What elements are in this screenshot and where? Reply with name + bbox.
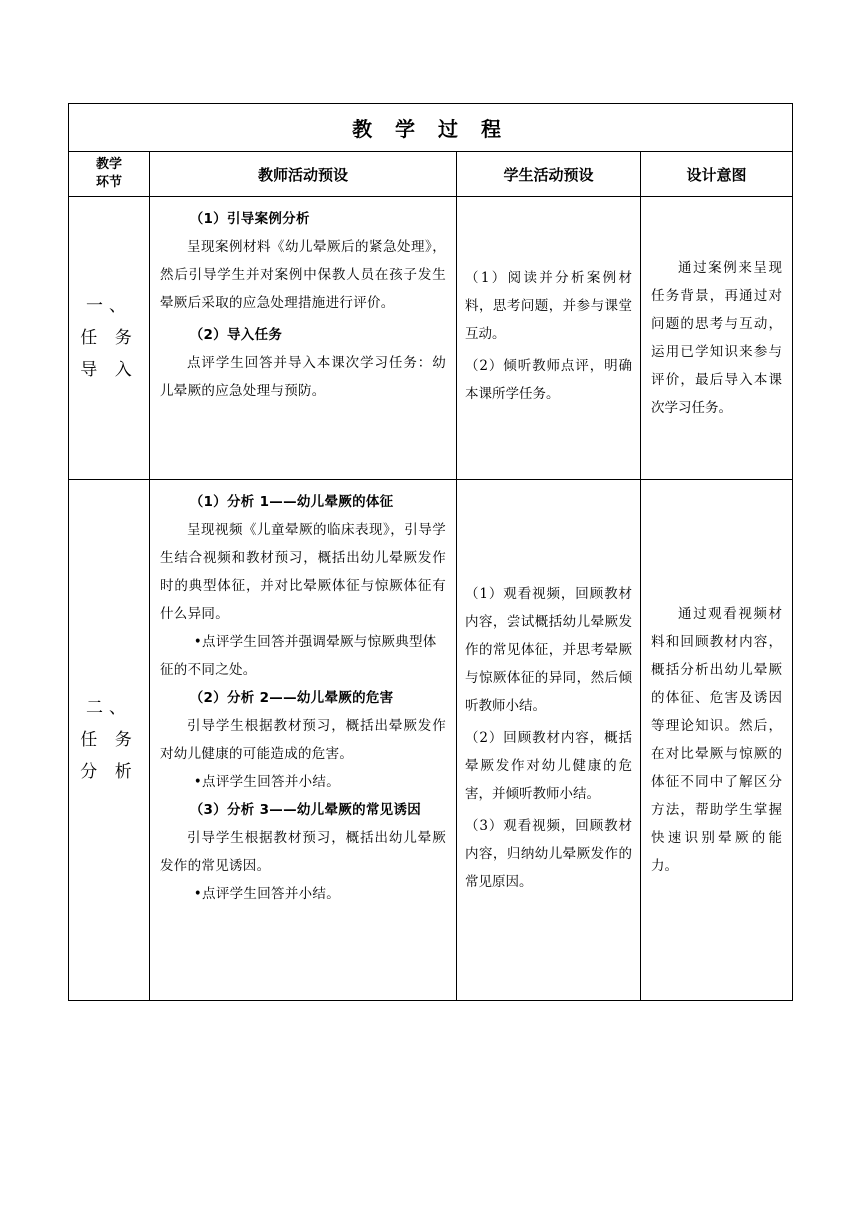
design-intent-cell — [641, 197, 793, 480]
header-stage-line2: 环节 — [95, 175, 122, 190]
student-activity-cell — [457, 197, 641, 480]
teacher-subheading: （3）分析 3——幼儿晕厥的常见诱因 — [189, 802, 422, 818]
stage-title-line2: 分 析 — [80, 762, 138, 782]
design-intent-text: 通过观看视频材料和回顾教材内容，概括分析出幼儿晕厥的体征、危害及诱因等理论知识。然后，在对比晕厥与惊厥的体征不同中了解区分方法，帮助学生掌握快速识别晕厥的能力。 — [651, 606, 783, 874]
design-intent-text: 通过案例来呈现任务背景，再通过对问题的思考与互动，运用已学知识来参与评价，最后导入本课次学习任务。 — [651, 260, 783, 416]
table-title: 教 学 过 程 — [69, 104, 793, 152]
stage-title-line2: 导 入 — [80, 360, 138, 380]
header-stage — [69, 152, 150, 197]
stage-title-line1: 任 务 — [80, 730, 138, 750]
teacher-bullet: •点评学生回答并小结。 — [193, 774, 341, 790]
teacher-subheading: （1）分析 1——幼儿晕厥的体征 — [189, 494, 394, 510]
student-paragraph: （1）阅读并分析案例材料，思考问题，并参与课堂互动。 — [465, 270, 632, 342]
teacher-paragraph: 呈现案例材料《幼儿晕厥后的紧急处理》，然后引导学生并对案例中保教人员在孩子发生晕厥后采取的应急处理措施进行评价。 — [160, 239, 446, 311]
teacher-activity-cell — [150, 480, 457, 1001]
stage-number: 一、 — [86, 296, 132, 316]
header-intent: 设计意图 — [641, 152, 793, 197]
stage-cell — [69, 197, 150, 480]
teacher-paragraph: 点评学生回答并导入本课次学习任务：幼儿晕厥的应急处理与预防。 — [160, 355, 446, 399]
student-paragraph: （3）观看视频，回顾教材内容，归纳幼儿晕厥发作的常见原因。 — [465, 818, 632, 890]
teacher-subheading: （2）导入任务 — [189, 327, 283, 343]
teacher-paragraph: 引导学生根据教材预习，概括出晕厥发作对幼儿健康的可能造成的危害。 — [160, 718, 446, 762]
teacher-bullet: •点评学生回答并强调晕厥与惊厥典型体征的不同之处。 — [160, 634, 437, 678]
stage-title-line1: 任 务 — [80, 328, 138, 348]
teacher-activity-cell — [150, 197, 457, 480]
header-teacher: 教师活动预设 — [150, 152, 457, 197]
teacher-paragraph: 引导学生根据教材预习，概括出幼儿晕厥发作的常见诱因。 — [160, 830, 446, 874]
lesson-process-table — [68, 103, 793, 1001]
header-stage-line1: 教学 — [95, 157, 122, 172]
student-activity-cell — [457, 480, 641, 1001]
teacher-paragraph: 呈现视频《儿童晕厥的临床表现》，引导学生结合视频和教材预习，概括出幼儿晕厥发作时的典型体征，并对比晕厥体征与惊厥体征有什么异同。 — [160, 522, 446, 622]
teacher-bullet: •点评学生回答并小结。 — [193, 886, 341, 902]
table-row — [69, 480, 793, 1001]
stage-number: 二、 — [86, 698, 132, 718]
stage-cell — [69, 480, 150, 1001]
header-student: 学生活动预设 — [457, 152, 641, 197]
teacher-subheading: （1）引导案例分析 — [189, 211, 310, 227]
design-intent-cell — [641, 480, 793, 1001]
teacher-subheading: （2）分析 2——幼儿晕厥的危害 — [189, 690, 394, 706]
student-paragraph: （2）倾听教师点评，明确本课所学任务。 — [465, 358, 632, 402]
table-row — [69, 197, 793, 480]
student-paragraph: （1）观看视频，回顾教材内容，尝试概括幼儿晕厥发作的常见体征，并思考晕厥与惊厥体征的异同，然后倾听教师小结。 — [465, 586, 632, 714]
student-paragraph: （2）回顾教材内容，概括晕厥发作对幼儿健康的危害，并倾听教师小结。 — [465, 730, 632, 802]
